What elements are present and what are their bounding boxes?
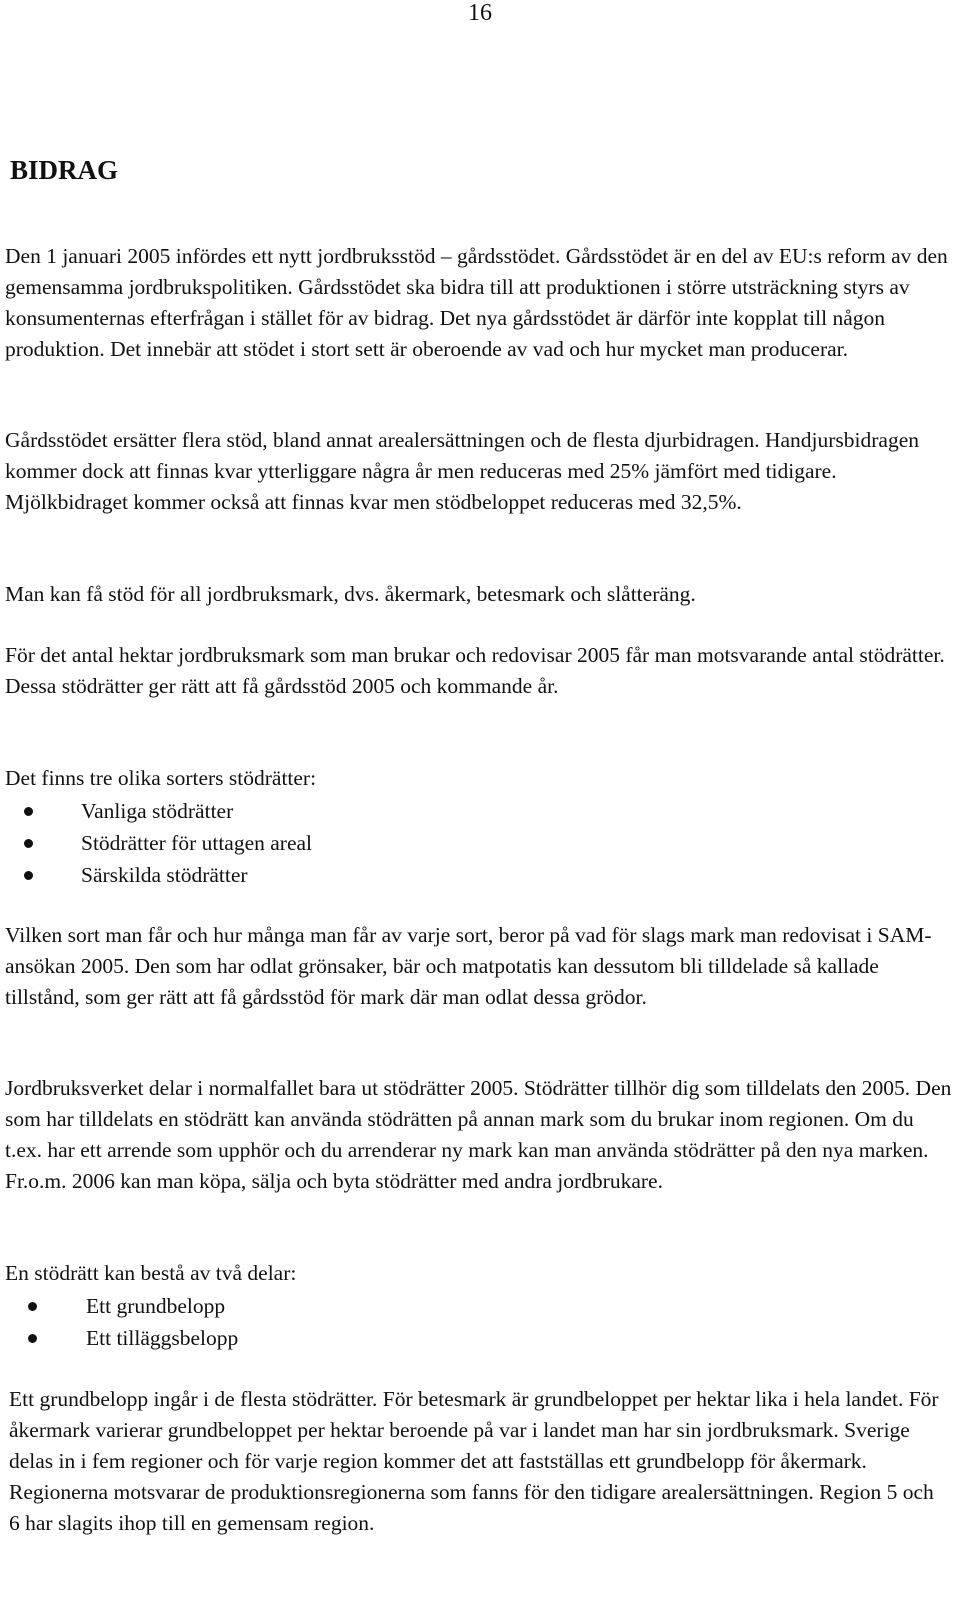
- list-item: [28, 1322, 238, 1354]
- list-item-label: Särskilda stödrätter: [81, 863, 248, 887]
- paragraph-list-intro-parts: En stödrätt kan bestå av två delar:: [5, 1261, 297, 1285]
- section-heading: BIDRAG: [10, 155, 119, 185]
- paragraph-list-intro-types: Det finns tre olika sorters stödrätter:: [5, 766, 317, 790]
- paragraph-grundbelopp: Ett grundbelopp ingår i de flesta stödrätter. För betesmark är grundbeloppet per hektar lika i hela landet. För åkermark varierar grundbeloppet per hektar beroende på var i landet man har sin jordbruksmark. Sverige delas in i fem regioner och för varje region kommer det att fastställas ett grundbelopp för åkermark. Regionerna motsvarar de produktionsregionerna som fanns för den tidigare arealersättningen. Region 5 och 6 har slagits ihop till en gemensam region.: [9, 1387, 939, 1535]
- list-item: [24, 795, 312, 827]
- list-item-label: Vanliga stödrätter: [81, 799, 234, 823]
- bullet-icon: [28, 1334, 37, 1343]
- paragraph-replacements: Gårdsstödet ersätter flera stöd, bland annat arealersättningen och de flesta djurbidragen. Handjursbidragen kommer dock att finnas kvar ytterliggare några år men reduceras med 25% jämfört med tidigare. Mjölkbidraget kommer också att finnas kvar men stödbeloppet reduceras med 32,5%.: [5, 428, 920, 514]
- list-item-label: Ett tilläggsbelopp: [86, 1326, 239, 1350]
- bullet-icon: [24, 839, 33, 848]
- bullet-icon: [28, 1302, 37, 1311]
- paragraph-sam-application: Vilken sort man får och hur många man får av varje sort, beror på vad för slags mark man redovisat i SAM-ansökan 2005. Den som har odlat grönsaker, bär och matpotatis kan dessutom bli tilldelade så kallade tillstånd, som ger rätt att få gårdsstöd för mark där man odlat dessa grödor.: [5, 923, 932, 1009]
- paragraph-eligible-land: Man kan få stöd för all jordbruksmark, dvs. åkermark, betesmark och slåtteräng.: [5, 582, 696, 606]
- list-stodratt-parts: [28, 1290, 238, 1354]
- list-stodratter-types: [24, 795, 312, 891]
- page-number: 16: [468, 0, 492, 26]
- list-item: [24, 827, 312, 859]
- paragraph-hectares: För det antal hektar jordbruksmark som man brukar och redovisar 2005 får man motsvarande antal stödrätter. Dessa stödrätter ger rätt att få gårdsstöd 2005 och kommande år.: [5, 643, 945, 698]
- bullet-icon: [24, 807, 33, 816]
- list-item: [28, 1290, 238, 1322]
- paragraph-intro: Den 1 januari 2005 infördes ett nytt jordbruksstöd – gårdsstödet. Gårdsstödet är en del av EU:s reform av den gemensamma jordbrukspolitiken. Gårdsstödet ska bidra till att produktionen i större utsträckning styrs av konsumenternas efterfrågan i stället för av bidrag. Det nya gårdsstödet är därför inte kopplat till någon produktion. Det innebär att stödet i stort sett är oberoende av vad och hur mycket man producerar.: [5, 244, 948, 361]
- list-item: [24, 859, 312, 891]
- paragraph-jordbruksverket: Jordbruksverket delar i normalfallet bara ut stödrätter 2005. Stödrätter tillhör dig som tilldelats den 2005. Den som har tilldelats en stödrätt kan använda stödrätten på annan mark som du brukar inom regionen. Om du t.ex. har ett arrende som upphör och du arrenderar ny mark kan man använda stödrätter på den nya marken. Fr.o.m. 2006 kan man köpa, sälja och byta stödrätter med andra jordbrukare.: [5, 1076, 952, 1193]
- list-item-label: Ett grundbelopp: [86, 1294, 226, 1318]
- list-item-label: Stödrätter för uttagen areal: [81, 831, 313, 855]
- bullet-icon: [24, 871, 33, 880]
